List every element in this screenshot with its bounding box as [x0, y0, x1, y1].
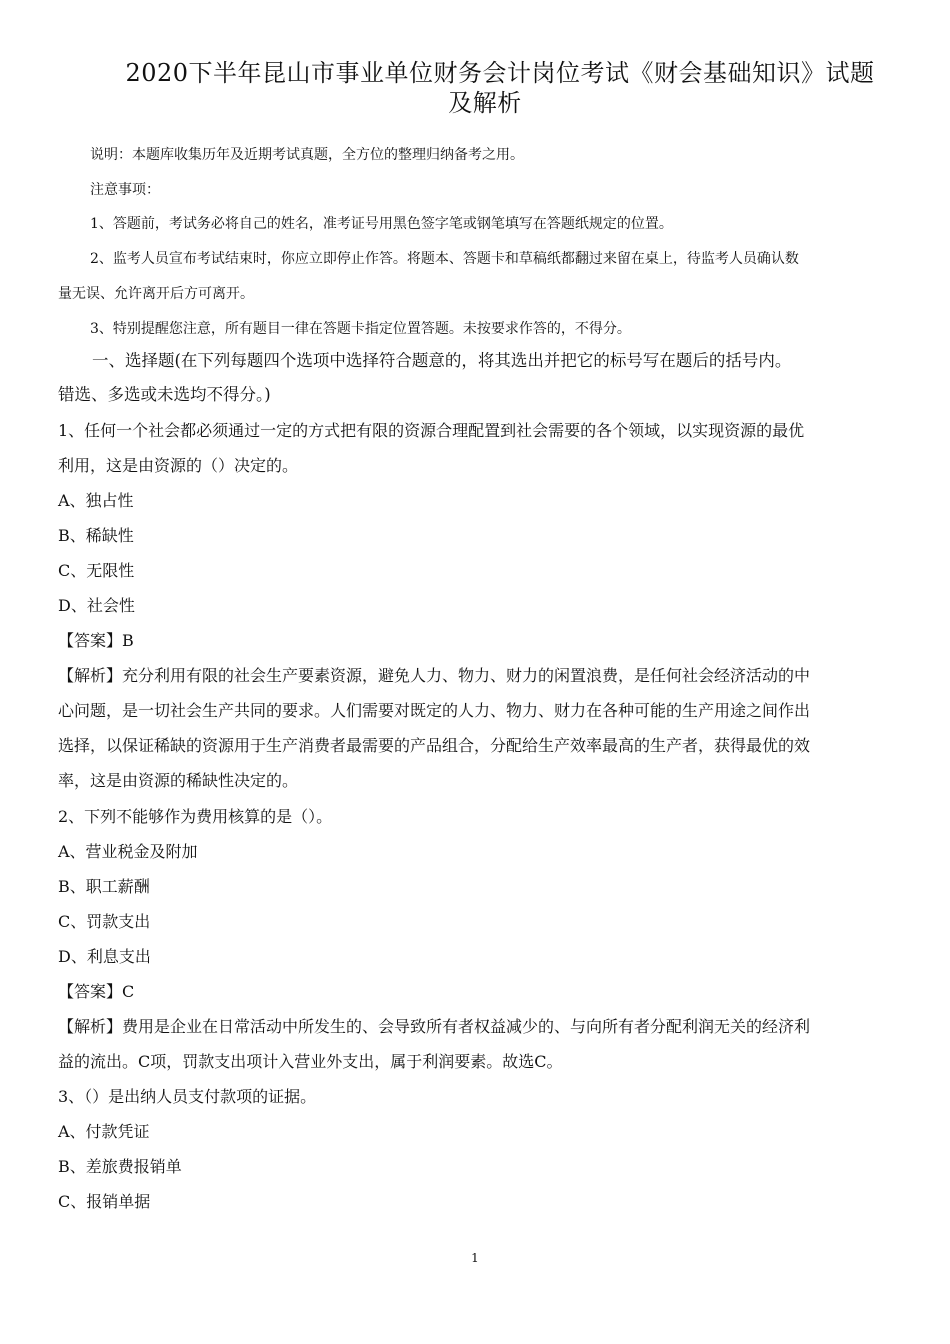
q1-analysis-line1: 【解析】充分利用有限的社会生产要素资源，避免人力、物力、财力的闲置浪费，是任何社会经济活动的中 — [58, 666, 811, 685]
q1-analysis-line3: 选择，以保证稀缺的资源用于生产消费者最需要的产品组合，分配给生产效率最高的生产者，获得最优的效 — [58, 736, 811, 755]
q1-analysis-line2: 心问题，是一切社会生产共同的要求。人们需要对既定的人力、物力、财力在各种可能的生产用途之间作出 — [58, 701, 811, 720]
q1-answer: 【答案】B — [58, 631, 134, 650]
q3-option-a: A、付款凭证 — [58, 1122, 150, 1141]
q2-option-c: C、罚款支出 — [58, 912, 151, 931]
q1-stem-line2: 利用，这是由资源的（）决定的。 — [58, 456, 299, 475]
q1-option-d: D、社会性 — [58, 596, 135, 615]
notice-item-2-line1: 2、监考人员宣布考试结束时，你应立即停止作答。将题本、答题卡和草稿纸都翻过来留在桌上，待监考人员确认数 — [90, 251, 799, 267]
intro-note: 说明：本题库收集历年及近期考试真题，全方位的整理归纳备考之用。 — [90, 147, 524, 163]
q1-stem-line1: 1、任何一个社会都必须通过一定的方式把有限的资源合理配置到社会需要的各个领域，以实现资源的最优 — [58, 421, 805, 440]
q2-analysis-line1: 【解析】费用是企业在日常活动中所发生的、会导致所有者权益减少的、与向所有者分配利润无关的经济利 — [58, 1017, 811, 1036]
q2-stem: 2、下列不能够作为费用核算的是（）。 — [58, 807, 333, 826]
q2-analysis-line2: 益的流出。C项，罚款支出项计入营业外支出，属于利润要素。故选C。 — [58, 1052, 563, 1071]
q1-option-a: A、独占性 — [58, 491, 134, 510]
notice-item-3: 3、特别提醒您注意，所有题目一律在答题卡指定位置答题。未按要求作答的，不得分。 — [90, 321, 631, 337]
q2-option-d: D、利息支出 — [58, 947, 151, 966]
q1-option-b: B、稀缺性 — [58, 526, 134, 545]
q1-option-c: C、无限性 — [58, 561, 135, 580]
q3-option-c: C、报销单据 — [58, 1192, 151, 1211]
section-heading-line1: 一、选择题(在下列每题四个选项中选择符合题意的，将其选出并把它的标号写在题后的括号内。 — [92, 351, 792, 370]
notice-item-1: 1、答题前，考试务必将自己的姓名，准考证号用黑色签字笔或钢笔填写在答题纸规定的位置。 — [90, 216, 673, 232]
section-heading-line2: 错选、多选或未选均不得分。) — [58, 385, 271, 404]
q2-option-a: A、营业税金及附加 — [58, 842, 198, 861]
notice-heading: 注意事项： — [90, 182, 160, 198]
notice-item-2-line2: 量无误、允许离开后方可离开。 — [58, 286, 254, 302]
page-number: 1 — [471, 1251, 479, 1265]
q3-option-b: B、差旅费报销单 — [58, 1157, 182, 1176]
document-title-line2: 及解析 — [448, 89, 522, 117]
q2-answer: 【答案】C — [58, 982, 135, 1001]
q3-stem: 3、（）是出纳人员支付款项的证据。 — [58, 1087, 317, 1106]
q1-analysis-line4: 率，这是由资源的稀缺性决定的。 — [58, 771, 299, 790]
q2-option-b: B、职工薪酬 — [58, 877, 150, 896]
document-title-line1: 2020下半年昆山市事业单位财务会计岗位考试《财会基础知识》试题 — [125, 59, 875, 87]
